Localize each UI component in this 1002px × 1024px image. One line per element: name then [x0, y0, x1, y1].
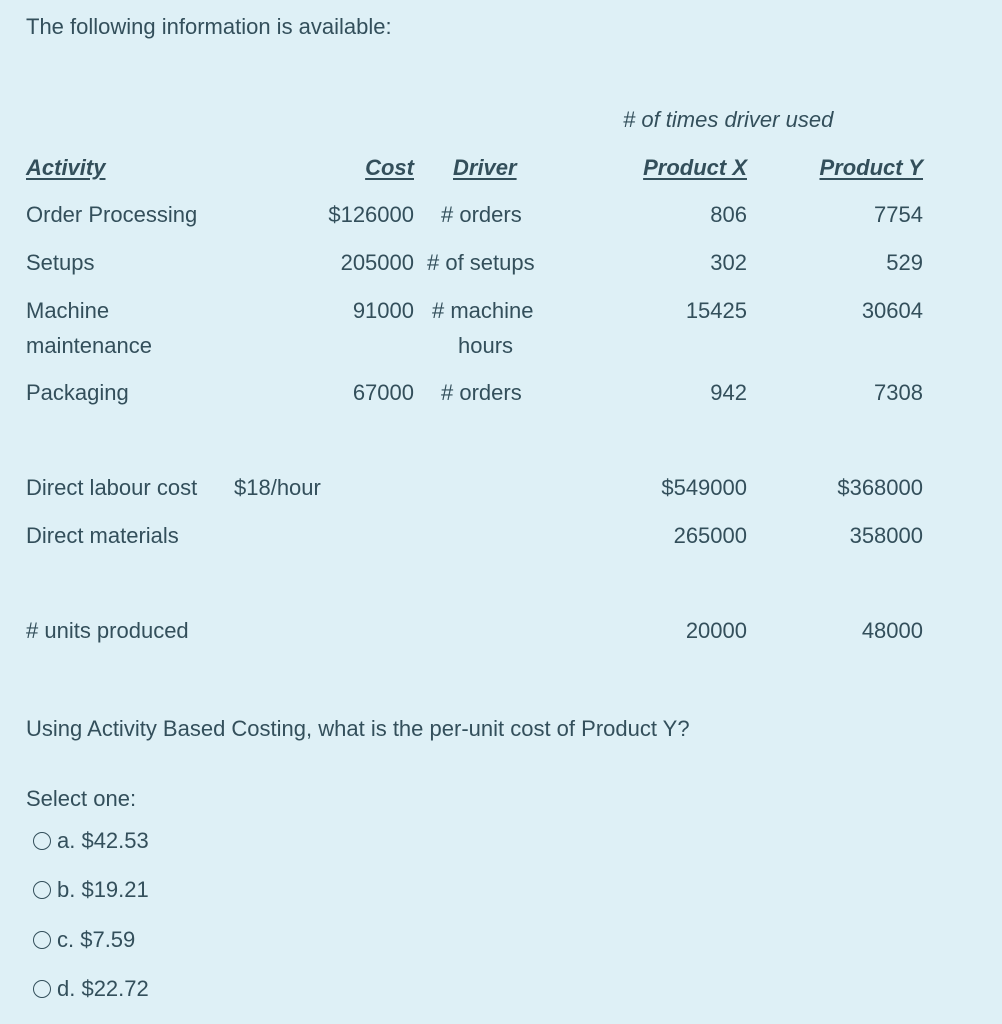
intro-text: The following information is available:: [26, 14, 392, 39]
times-driver-used-header: # of times driver used: [623, 107, 834, 132]
header-product-y: Product Y: [819, 155, 923, 180]
row-setups-activity: Setups: [26, 250, 95, 275]
option-c-label[interactable]: c. $7.59: [57, 927, 136, 952]
units-produced-y: 48000: [861, 618, 923, 643]
row-machine-activity-line1: Machine: [26, 298, 110, 323]
row-setups-x: 302: [710, 250, 747, 275]
row-machine-driver-line1: # machine: [432, 298, 534, 323]
direct-materials-y: 358000: [849, 523, 923, 548]
select-one-label: Select one:: [26, 786, 137, 811]
option-d[interactable]: [33, 978, 149, 1000]
header-activity: Activity: [26, 155, 106, 180]
row-setups-cost: 205000: [340, 250, 414, 275]
radio-circle-icon[interactable]: [33, 980, 51, 998]
direct-materials-x: 265000: [673, 523, 747, 548]
row-order-processing-activity: Order Processing: [26, 202, 198, 227]
row-order-processing-y: 7754: [874, 202, 923, 227]
direct-labour-x: $549000: [661, 475, 747, 500]
row-order-processing-x: 806: [710, 202, 747, 227]
direct-materials-label: Direct materials: [26, 523, 179, 548]
option-a[interactable]: [33, 830, 149, 852]
row-packaging-activity: Packaging: [26, 380, 129, 405]
row-order-processing-driver: # orders: [441, 202, 522, 227]
row-order-processing-cost: $126000: [328, 202, 414, 227]
direct-labour-rate: $18/hour: [234, 475, 321, 500]
row-setups-y: 529: [886, 250, 923, 275]
row-packaging-x: 942: [710, 380, 747, 405]
header-cost: Cost: [365, 155, 414, 180]
header-driver: Driver: [453, 155, 517, 180]
units-produced-x: 20000: [685, 618, 747, 643]
radio-circle-icon[interactable]: [33, 881, 51, 899]
row-setups-driver: # of setups: [427, 250, 535, 275]
row-machine-cost: 91000: [352, 298, 414, 323]
row-machine-driver-line2: hours: [458, 333, 514, 358]
direct-labour-label: Direct labour cost: [26, 475, 198, 500]
option-b[interactable]: [33, 879, 149, 901]
question-text: Using Activity Based Costing, what is the per-unit cost of Product Y?: [26, 716, 690, 741]
row-packaging-driver: # orders: [441, 380, 522, 405]
row-packaging-cost: 67000: [352, 380, 414, 405]
radio-circle-icon[interactable]: [33, 832, 51, 850]
option-b-label[interactable]: b. $19.21: [57, 877, 149, 902]
units-produced-label: # units produced: [26, 618, 189, 643]
option-c[interactable]: [33, 929, 135, 951]
row-packaging-y: 7308: [874, 380, 923, 405]
row-machine-activity-line2: maintenance: [26, 333, 152, 358]
row-machine-y: 30604: [861, 298, 923, 323]
option-d-label[interactable]: d. $22.72: [57, 976, 149, 1001]
header-product-x: Product X: [643, 155, 747, 180]
option-a-label[interactable]: a. $42.53: [57, 828, 149, 853]
row-machine-x: 15425: [685, 298, 747, 323]
radio-circle-icon[interactable]: [33, 931, 51, 949]
direct-labour-y: $368000: [837, 475, 923, 500]
